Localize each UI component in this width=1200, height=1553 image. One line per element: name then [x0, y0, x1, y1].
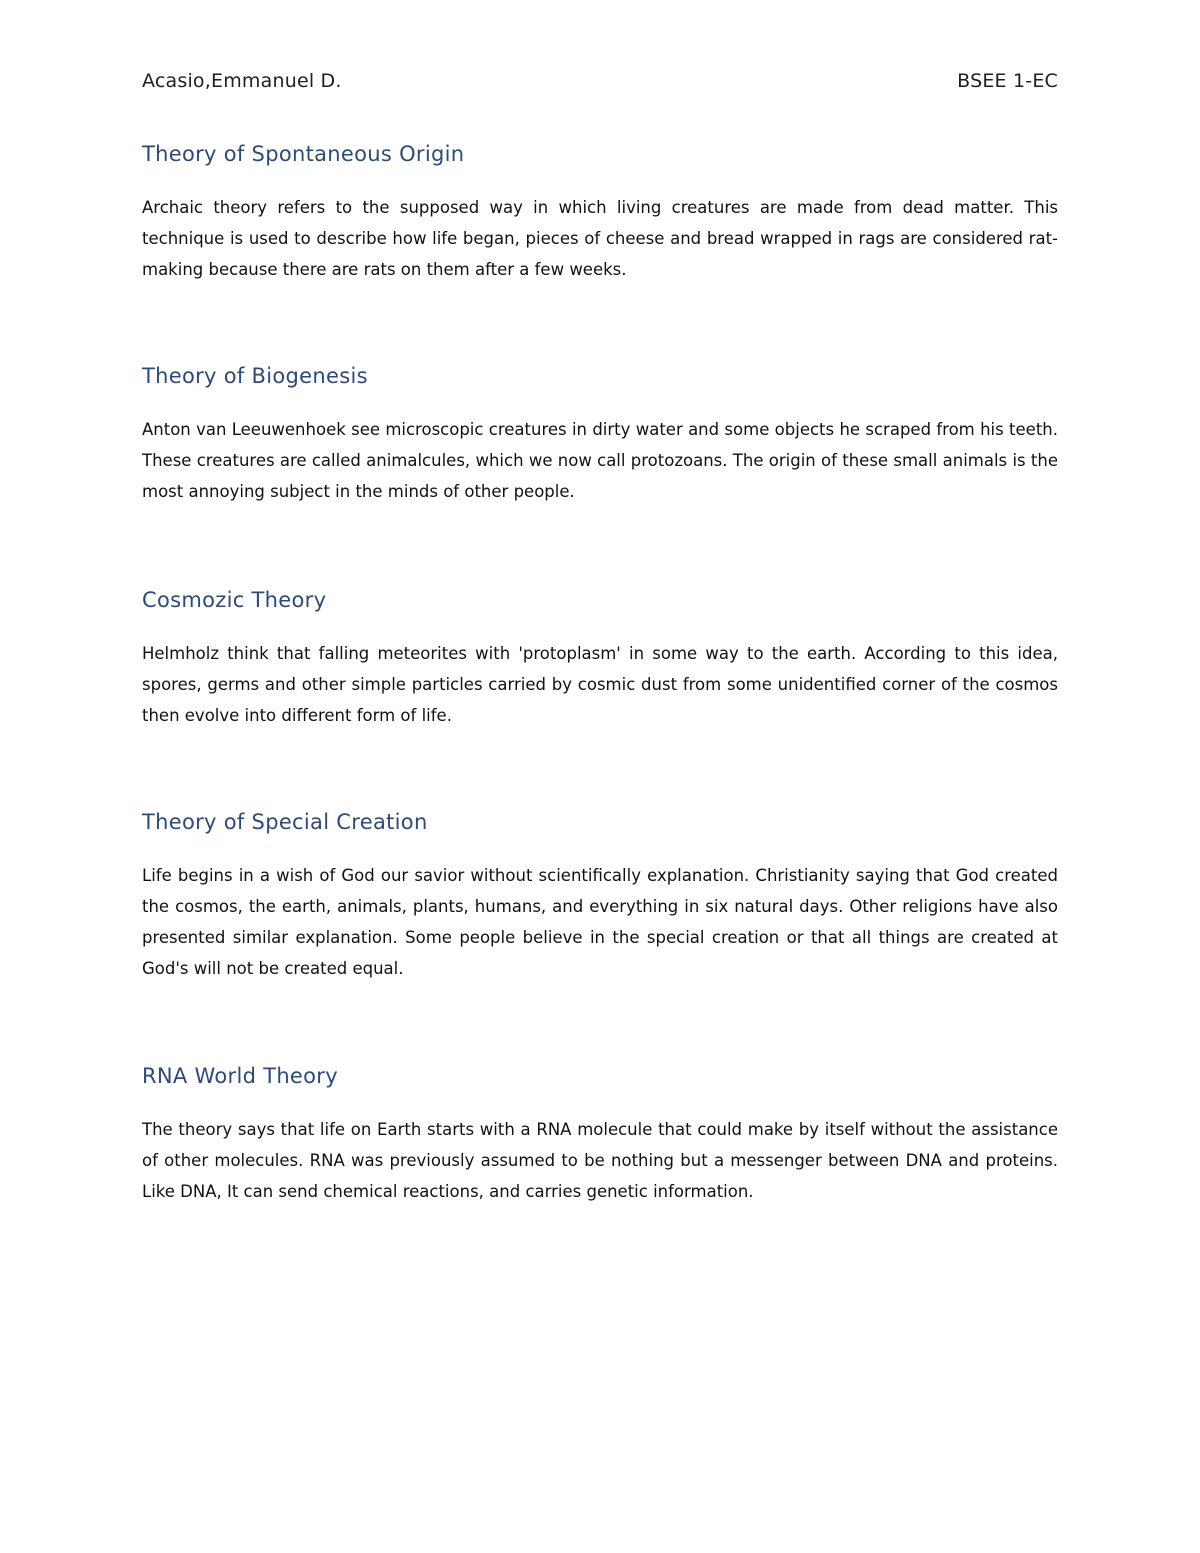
section-title: Theory of Spontaneous Origin [142, 142, 465, 166]
section-body: Archaic theory refers to the supposed way in which living creatures are made from dead matter. This technique is used to describe how life began, pieces of cheese and bread wrapped in rags are considered rat-making because there are rats on them after a few weeks. [142, 198, 1058, 279]
section-title: Theory of Biogenesis [142, 364, 368, 388]
section-special-creation [142, 810, 1058, 984]
section-title: Cosmozic Theory [142, 588, 327, 612]
page-header [142, 70, 1058, 92]
section-biogenesis [142, 364, 1058, 507]
section-body: Helmholz think that falling meteorites with 'protoplasm' in some way to the earth. According to this idea, spores, germs and other simple particles carried by cosmic dust from some unidentified corner of the cosmos then evolve into different form of life. [142, 644, 1058, 725]
author-name: Acasio,Emmanuel D. [142, 70, 342, 92]
section-title: RNA World Theory [142, 1064, 338, 1088]
section-body: The theory says that life on Earth starts with a RNA molecule that could make by itself without the assistance of other molecules. RNA was previously assumed to be nothing but a messenger between DNA and proteins. Like DNA, It can send chemical reactions, and carries genetic information. [142, 1120, 1058, 1201]
section-spontaneous-origin [142, 142, 1058, 285]
section-body: Life begins in a wish of God our savior without scientifically explanation. Christianity saying that God created the cosmos, the earth, animals, plants, humans, and everything in six natural days. Other religions have also presented similar explanation. Some people believe in the special creation or that all things are created at God's will not be created equal. [142, 866, 1058, 978]
course-code: BSEE 1-EC [957, 70, 1058, 92]
section-rna-world [142, 1064, 1058, 1207]
section-body: Anton van Leeuwenhoek see microscopic creatures in dirty water and some objects he scraped from his teeth. These creatures are called animalcules, which we now call protozoans. The origin of these small animals is the most annoying subject in the minds of other people. [142, 420, 1058, 501]
section-title: Theory of Special Creation [142, 810, 428, 834]
section-cosmozic [142, 588, 1058, 731]
